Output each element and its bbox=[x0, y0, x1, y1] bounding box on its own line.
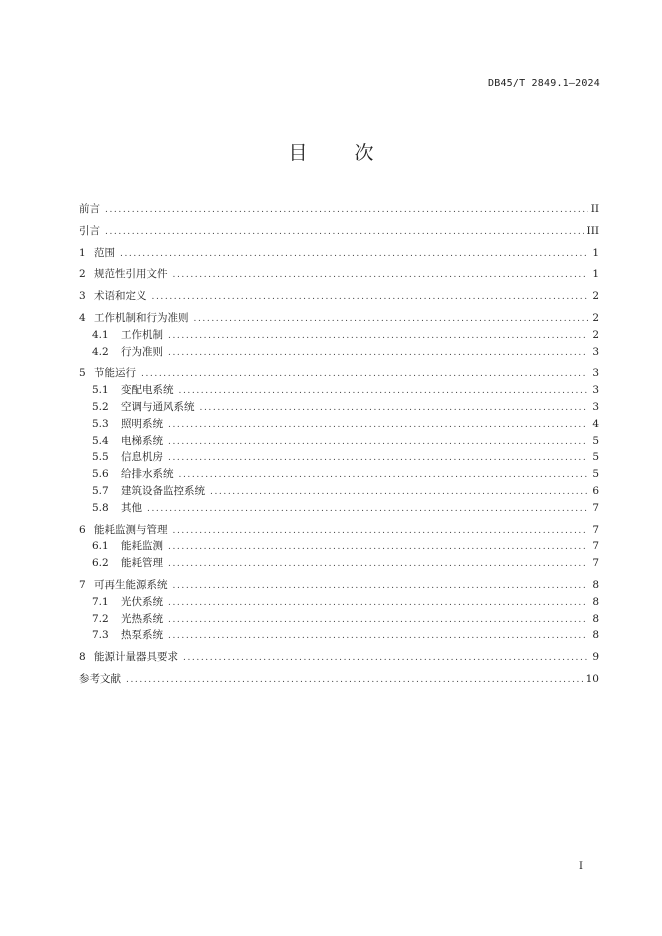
toc-entry-number: 5.7 bbox=[92, 484, 109, 497]
toc-entry-number: 5.2 bbox=[92, 400, 109, 413]
toc-entry-number: 6.2 bbox=[92, 557, 109, 570]
toc-entry-page: 8 bbox=[592, 578, 599, 591]
toc-entry[interactable] bbox=[79, 671, 599, 688]
dot-leader bbox=[120, 246, 588, 263]
toc-entry-page: 7 bbox=[592, 557, 599, 570]
toc-entry-number: 7.1 bbox=[92, 595, 109, 608]
dot-leader bbox=[168, 612, 588, 629]
toc-entry[interactable] bbox=[79, 365, 599, 382]
toc-entry-number: 1 bbox=[79, 246, 86, 259]
toc-entry-label: 可再生能源系统 bbox=[94, 578, 168, 591]
toc-entry-label: 能耗监测与管理 bbox=[94, 523, 168, 536]
toc-entry-page: 4 bbox=[592, 417, 599, 430]
toc-entry-number: 4 bbox=[79, 311, 86, 324]
dot-leader bbox=[168, 628, 588, 645]
toc-subentry[interactable] bbox=[79, 327, 599, 344]
toc-subentry[interactable] bbox=[79, 382, 599, 399]
toc-entry-label: 能源计量器具要求 bbox=[94, 651, 178, 664]
toc-entry-label: 光热系统 bbox=[121, 612, 163, 625]
toc-entry-label: 术语和定义 bbox=[94, 290, 147, 303]
toc-subentry[interactable] bbox=[79, 594, 599, 611]
toc-subentry[interactable] bbox=[79, 466, 599, 483]
toc-entry-page: 7 bbox=[592, 523, 599, 536]
toc-entry-number: 6.1 bbox=[92, 540, 109, 553]
page-number: I bbox=[579, 861, 583, 872]
toc-subentry[interactable] bbox=[79, 449, 599, 466]
table-of-contents bbox=[79, 201, 599, 688]
toc-entry-page: 2 bbox=[592, 328, 599, 341]
toc-entry-label: 电梯系统 bbox=[121, 434, 163, 447]
toc-entry[interactable] bbox=[79, 288, 599, 305]
toc-subentry[interactable] bbox=[79, 416, 599, 433]
toc-entry-label: 参考文献 bbox=[79, 672, 121, 685]
toc-entry-number: 8 bbox=[79, 651, 86, 664]
toc-entry-label: 能耗监测 bbox=[121, 540, 163, 553]
toc-entry-page: 3 bbox=[592, 400, 599, 413]
toc-entry-label: 范围 bbox=[94, 246, 115, 259]
toc-entry-number: 2 bbox=[79, 268, 86, 281]
dot-leader bbox=[168, 556, 588, 573]
toc-subentry[interactable] bbox=[79, 538, 599, 555]
dot-leader bbox=[168, 417, 588, 434]
dot-leader bbox=[200, 400, 589, 417]
toc-subentry[interactable] bbox=[79, 611, 599, 628]
toc-entry-label: 其他 bbox=[121, 501, 142, 514]
toc-entry-number: 4.2 bbox=[92, 345, 109, 358]
toc-entry-page: 3 bbox=[592, 345, 599, 358]
dot-leader bbox=[105, 202, 588, 219]
toc-entry-label: 空调与通风系统 bbox=[121, 400, 195, 413]
toc-entry[interactable] bbox=[79, 245, 599, 262]
dot-leader bbox=[152, 289, 589, 306]
toc-entry-page: III bbox=[586, 224, 599, 237]
toc-entry-label: 工作机制 bbox=[121, 328, 163, 341]
toc-entry-page: 5 bbox=[592, 434, 599, 447]
toc-entry-page: 1 bbox=[592, 268, 599, 281]
toc-entry-label: 热泵系统 bbox=[121, 629, 163, 642]
toc-entry-page: 7 bbox=[592, 501, 599, 514]
toc-subentry[interactable] bbox=[79, 344, 599, 361]
toc-entry[interactable] bbox=[79, 522, 599, 539]
toc-entry-number: 6 bbox=[79, 523, 86, 536]
toc-entry-page: 10 bbox=[585, 672, 599, 685]
dot-leader bbox=[173, 267, 589, 284]
toc-entry-label: 规范性引用文件 bbox=[94, 268, 168, 281]
toc-entry-label: 给排水系统 bbox=[121, 468, 174, 481]
toc-entry-page: 3 bbox=[592, 384, 599, 397]
dot-leader bbox=[168, 595, 588, 612]
toc-entry-label: 行为准则 bbox=[121, 345, 163, 358]
toc-entry-label: 工作机制和行为准则 bbox=[94, 311, 189, 324]
toc-entry-page: 8 bbox=[592, 612, 599, 625]
toc-entry-number: 5.3 bbox=[92, 417, 109, 430]
toc-entry-label: 节能运行 bbox=[94, 367, 136, 380]
toc-entry-label: 前言 bbox=[79, 203, 100, 215]
dot-leader bbox=[147, 501, 588, 518]
toc-entry-page: 9 bbox=[592, 651, 599, 664]
toc-entry-page: 8 bbox=[592, 629, 599, 642]
dot-leader bbox=[173, 578, 589, 595]
toc-entry-label: 照明系统 bbox=[121, 417, 163, 430]
toc-subentry[interactable] bbox=[79, 433, 599, 450]
toc-entry-page: 2 bbox=[592, 311, 599, 324]
dot-leader bbox=[168, 539, 588, 556]
dot-leader bbox=[168, 345, 588, 362]
toc-entry-page: 8 bbox=[592, 595, 599, 608]
toc-entry-number: 7.2 bbox=[92, 612, 109, 625]
dot-leader bbox=[183, 650, 588, 667]
standard-code: DB45/T 2849.1—2024 bbox=[488, 78, 600, 89]
dot-leader bbox=[168, 450, 588, 467]
toc-entry-page: 5 bbox=[592, 468, 599, 481]
toc-entry-page: 2 bbox=[592, 290, 599, 303]
toc-entry-label: 建筑设备监控系统 bbox=[121, 484, 205, 497]
toc-subentry[interactable] bbox=[79, 500, 599, 517]
toc-entry-page: 7 bbox=[592, 540, 599, 553]
toc-entry-number: 5.8 bbox=[92, 501, 109, 514]
toc-entry-number: 5.4 bbox=[92, 434, 109, 447]
toc-subentry[interactable] bbox=[79, 627, 599, 644]
toc-entry[interactable] bbox=[79, 310, 599, 327]
toc-entry-page: II bbox=[590, 203, 599, 215]
page-title: 目 次 bbox=[288, 142, 388, 164]
dot-leader bbox=[141, 366, 588, 383]
toc-subentry[interactable] bbox=[79, 555, 599, 572]
dot-leader bbox=[168, 328, 588, 345]
dot-leader bbox=[210, 484, 588, 501]
dot-leader bbox=[179, 467, 589, 484]
toc-entry[interactable] bbox=[79, 266, 599, 283]
toc-entry-page: 5 bbox=[592, 451, 599, 464]
toc-entry-label: 能耗管理 bbox=[121, 557, 163, 570]
toc-entry-number: 3 bbox=[79, 290, 86, 303]
toc-entry-number: 5.6 bbox=[92, 468, 109, 481]
toc-entry-number: 7.3 bbox=[92, 629, 109, 642]
dot-leader bbox=[126, 672, 583, 689]
dot-leader bbox=[105, 224, 584, 241]
toc-entry-label: 信息机房 bbox=[121, 451, 163, 464]
toc-entry-label: 变配电系统 bbox=[121, 384, 174, 397]
toc-entry-label: 引言 bbox=[79, 224, 100, 237]
toc-entry[interactable] bbox=[79, 201, 599, 218]
toc-subentry[interactable] bbox=[79, 483, 599, 500]
toc-entry-page: 3 bbox=[592, 367, 599, 380]
toc-subentry[interactable] bbox=[79, 399, 599, 416]
toc-entry[interactable] bbox=[79, 649, 599, 666]
toc-entry-number: 5 bbox=[79, 367, 86, 380]
dot-leader bbox=[168, 434, 588, 451]
toc-entry-page: 1 bbox=[592, 246, 599, 259]
dot-leader bbox=[179, 383, 589, 400]
toc-entry-page: 6 bbox=[592, 484, 599, 497]
dot-leader bbox=[173, 523, 589, 540]
toc-entry[interactable] bbox=[79, 577, 599, 594]
dot-leader bbox=[194, 311, 589, 328]
toc-entry-number: 5.1 bbox=[92, 384, 109, 397]
toc-entry-label: 光伏系统 bbox=[121, 595, 163, 608]
toc-entry[interactable] bbox=[79, 223, 599, 240]
toc-entry-number: 4.1 bbox=[92, 328, 109, 341]
toc-entry-number: 7 bbox=[79, 578, 86, 591]
toc-entry-number: 5.5 bbox=[92, 451, 109, 464]
